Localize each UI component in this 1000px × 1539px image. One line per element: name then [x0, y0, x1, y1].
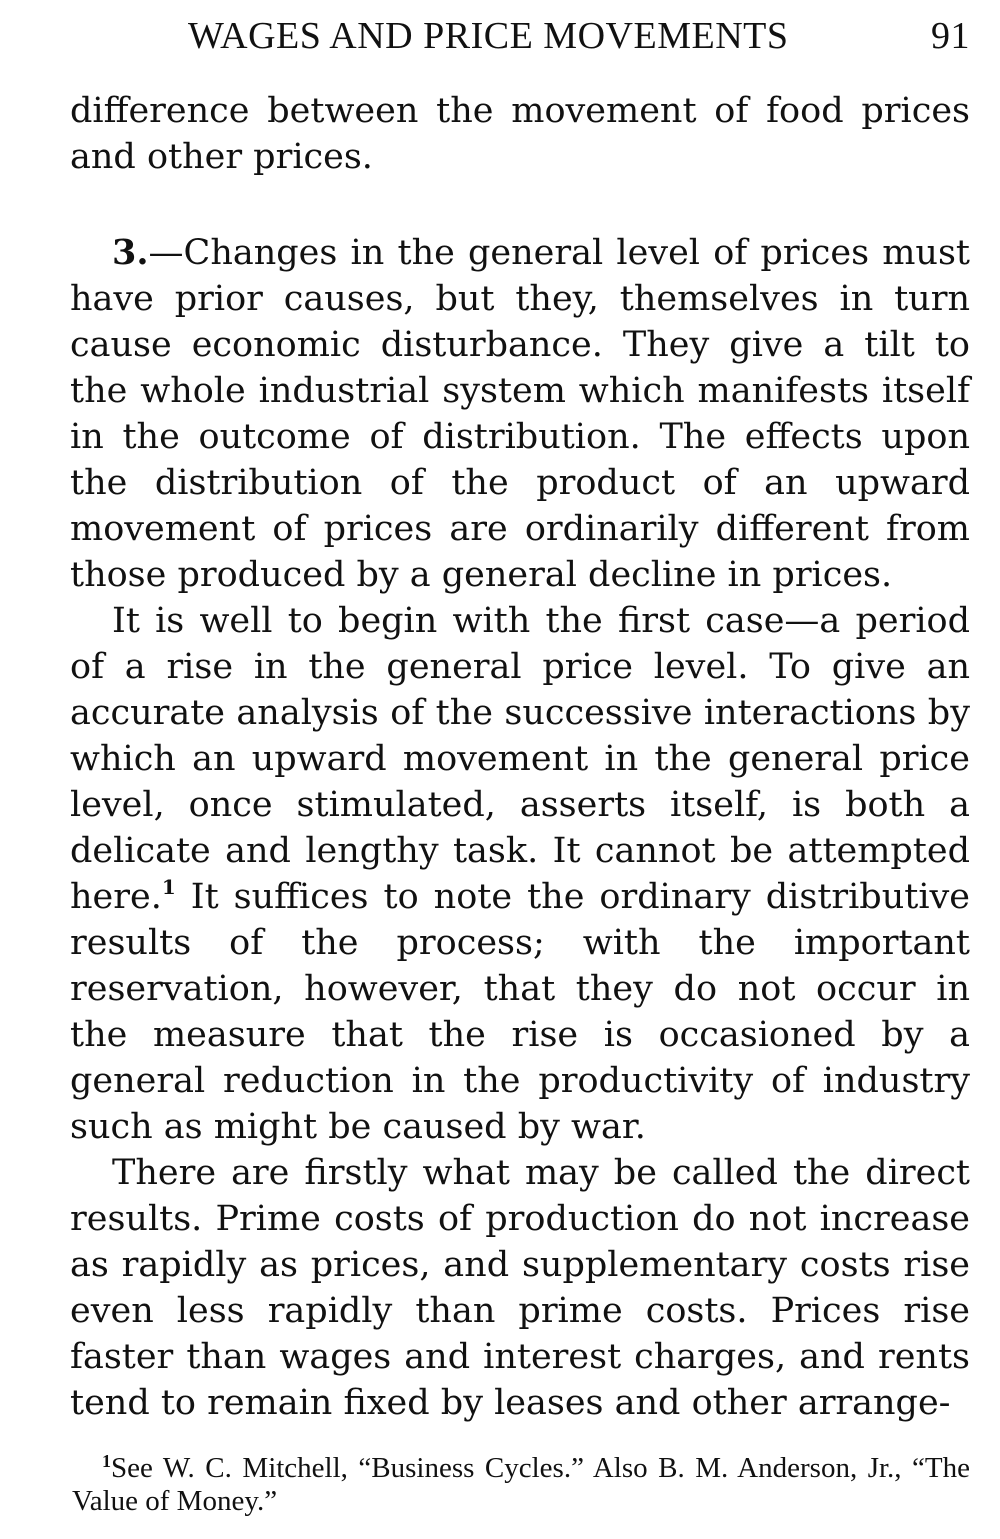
paragraph-text-after-ref: It suffices to note the ordinary distributive results of the process; with the important reservation, however, that they do not occur in the measure that the rise is occasioned by a general reduction in the productivity of industry such as might be caused by war. [70, 877, 970, 1147]
section-number: 3. [112, 232, 149, 273]
body-text [70, 88, 970, 1426]
paragraph-text-before-ref: It is well to begin with the first case—a period of a rise in the general price level. To give an accurate analysis of the successive interactions by which an upward movement in the general price level, once stimulated, asserts itself, is both a delicate and lengthy task. It cannot be attempted here. [70, 601, 970, 917]
footnote [72, 1452, 970, 1518]
section-gap [70, 180, 970, 230]
footnote-reference[interactable]: 1 [161, 875, 176, 899]
footnote-mark: 1 [102, 1451, 111, 1471]
page-number: 91 [931, 15, 970, 57]
running-head-title: WAGES AND PRICE MOVEMENTS [188, 15, 789, 57]
section-3-text: —Changes in the general level of prices must have prior causes, but they, themselves in turn cause economic disturbance. They give a tilt to the whole industrial system which manifests itself in the outcome of distribution. The effects upon the distribution of the product of an upward movement of prices are ordinarily different from those produced by a general decline in prices. [70, 233, 970, 595]
paragraph-section-3 [70, 230, 970, 598]
footnote-text: See W. C. Mitchell, “Business Cycles.” Also B. M. Anderson, Jr., “The Value of Money.” [72, 1452, 970, 1517]
paragraph-continued: difference between the movement of food prices and other prices. [70, 91, 970, 177]
paragraph-direct-results: There are firstly what may be called the direct results. Prime costs of production do not increase as rapidly as prices, and supplementary costs rise even less rapidly than prime costs. Prices rise faster than wages and interest charges, and rents tend to remain fixed by leases and other arrange- [70, 1153, 970, 1423]
running-head [188, 14, 970, 58]
paragraph-rise-in-prices [70, 598, 970, 1150]
